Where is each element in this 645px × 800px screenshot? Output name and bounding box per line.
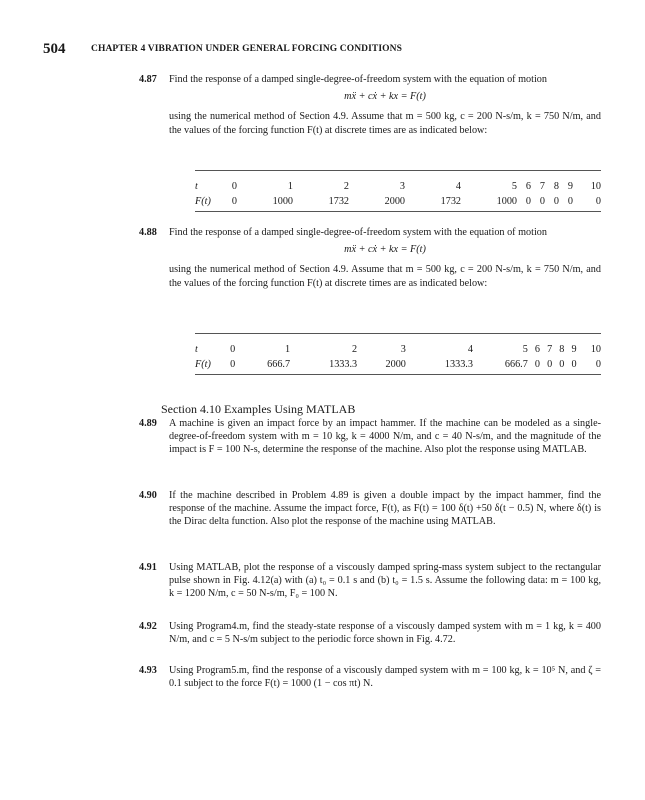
table-cell: 7 [539,181,545,192]
problem-text: A machine is given an impact force by an impact hammer. If the machine can be modeled as a single-degree-of-freedom system with m = 10 kg, k = 4000 N/m, and c = 40 N-s/m, and the magnitude of the impact is F = 100 N-s, determine the response of the machine. Also plot the response using MATLAB. [169,418,601,456]
table-cell: 2000 [385,359,406,370]
table-cell: 666.7 [267,359,291,370]
table-cell: 4 [467,344,473,355]
page-number: 504 [43,41,66,57]
problem-text: Using Program5.m, find the response of a viscously damped system with m = 100 kg, k = 10⁵ N, and ζ = 0.1 subject to the force F(t) = 1000 (1 − cos πt) N. [169,665,601,690]
table-cell: 1333.3 [444,359,473,370]
table-cell: 0 [559,359,565,370]
problem-body: using the numerical method of Section 4.9. Assume that m = 500 kg, c = 200 N-s/m, k = 750 N/m, and the values of the forcing function F(t) at discrete times are as indicated below: [169,264,601,289]
table-cell: 9 [567,181,573,192]
table-cell: 5 [511,181,517,192]
table-cell: 1732 [328,196,349,207]
table-cell: 1732 [440,196,461,207]
equation-of-motion: mẍ + cẋ + kx = F(t) [344,244,426,256]
problem-4-88 [139,226,601,290]
table-cell: 8 [559,344,565,355]
table-cell: 0 [230,359,236,370]
table-cell: 0 [595,359,601,370]
forcing-table-4-87 [195,170,601,212]
table-cell: 10 [590,181,601,192]
table-cell: 0 [547,359,553,370]
table-cell: 3 [399,181,405,192]
table-cell: 6 [525,181,531,192]
problem-4-92 [139,620,601,646]
problem-number: 4.89 [139,418,157,429]
table-cell: 8 [553,181,559,192]
table-cell: 666.7 [504,359,528,370]
table-cell: 10 [590,344,601,355]
table-row-label: t [195,181,198,192]
table-cell: 1000 [272,196,293,207]
table-cell: 0 [231,196,237,207]
table-cell: 1 [287,181,293,192]
forcing-table-4-88 [195,333,601,375]
table-cell: 0 [525,196,531,207]
section-title: Section 4.10 Examples Using MATLAB [161,402,356,416]
table-cell: 1 [284,344,291,355]
problem-number: 4.92 [139,621,157,632]
page-header [43,43,602,59]
problem-4-91 [139,561,601,601]
problem-4-93 [139,664,601,690]
table-row-t [195,334,601,358]
table-cell: 2 [343,181,349,192]
problem-text: If the machine described in Problem 4.89 is given a double impact by the impact hammer, find the response of the machine. Assume the impact force, F(t), as F(t) = 100 δ(t) +50 δ(t − 0.5) N, where δ(t) is the Dirac delta function. Also plot the response of the machine using MATLAB. [169,490,601,528]
problem-number: 4.91 [139,562,157,573]
table-cell: 9 [571,344,577,355]
table-row-f [195,357,601,375]
table-row-t [195,171,601,195]
table-row-label: F(t) [195,359,211,370]
table-cell: 7 [547,344,553,355]
table-cell: 5 [522,344,528,355]
table-row-f [195,194,601,212]
problem-text: Using MATLAB, plot the response of a viscously damped spring-mass system subject to the rectangular pulse shown in Fig. 4.12(a) with (a) t₀ = 0.1 s and (b) t₀ = 1.5 s. Assume the following data: m = 100 kg, k = 1200 N/m, c = 50 N-s/m, F₀ = 100 N. [169,562,601,600]
table-cell: 0 [231,181,237,192]
problem-number: 4.87 [139,74,157,85]
problem-text: Using Program4.m, find the steady-state response of a viscously damped system with m = 1 kg, k = 400 N/m, and c = 5 N-s/m subject to the periodic force shown in Fig. 4.72. [169,621,601,646]
table-cell: 4 [455,181,461,192]
table-cell: 3 [400,344,406,355]
table-cell: 0 [539,196,545,207]
problem-4-90 [139,489,601,529]
table-cell: 1333.3 [329,359,358,370]
table-cell: 0 [595,196,601,207]
table-cell: 1000 [496,196,517,207]
table-row-label: F(t) [195,196,211,207]
table-cell: 0 [571,359,577,370]
problem-intro: Find the response of a damped single-degree-of-freedom system with the equation of motion [169,74,547,85]
problem-4-87 [139,73,601,137]
table-cell: 2 [352,344,358,355]
table-cell: 6 [534,344,540,355]
problem-number: 4.93 [139,665,157,676]
equation-of-motion: mẍ + cẋ + kx = F(t) [344,91,426,103]
problem-number: 4.88 [139,227,157,238]
problem-intro: Find the response of a damped single-degree-of-freedom system with the equation of motion [169,227,547,238]
problem-body: using the numerical method of Section 4.9. Assume that m = 500 kg, c = 200 N-s/m, k = 750 N/m, and the values of the forcing function F(t) at discrete times are as indicated below: [169,111,601,136]
table-cell: 0 [553,196,559,207]
table-cell: 0 [230,344,236,355]
table-row-label: t [195,344,198,355]
problem-number: 4.90 [139,490,157,501]
chapter-title: CHAPTER 4 VIBRATION UNDER GENERAL FORCING CONDITIONS [91,44,402,54]
problem-4-89 [139,417,601,457]
table-cell: 0 [567,196,573,207]
table-cell: 2000 [384,196,405,207]
table-cell: 0 [534,359,540,370]
